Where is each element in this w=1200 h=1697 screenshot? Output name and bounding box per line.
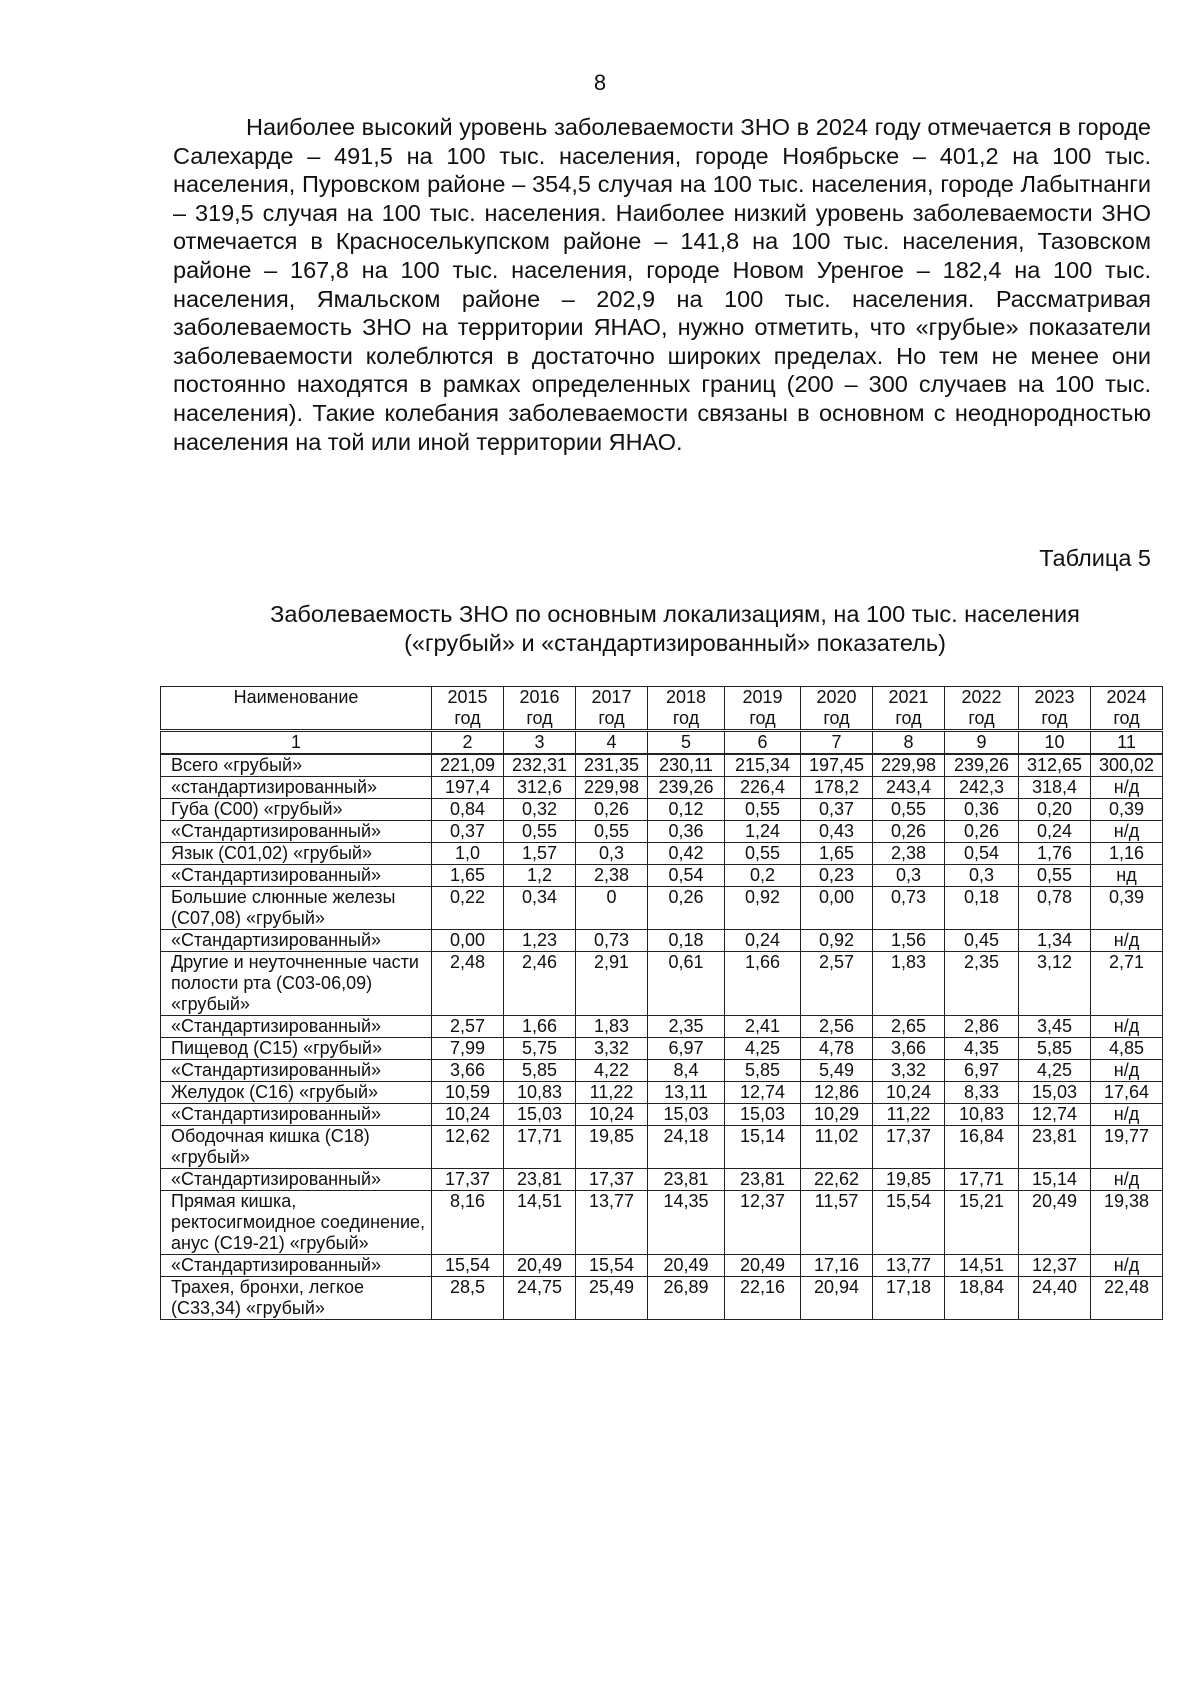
- value-cell: н/д: [1091, 1016, 1163, 1038]
- value-cell: 24,75: [504, 1277, 576, 1320]
- row-name-cell: Прямая кишка, ректосигмоидное соединение, анус (С19-21) «грубый»: [161, 1191, 432, 1255]
- row-name-cell: «Стандартизированный»: [161, 821, 432, 843]
- value-cell: 0,55: [725, 799, 801, 821]
- table-row: [161, 754, 1163, 777]
- value-cell: 0: [576, 887, 648, 930]
- table-header-row: [161, 687, 1163, 731]
- value-cell: 0,23: [801, 865, 873, 887]
- table-row: [161, 1016, 1163, 1038]
- value-cell: 0,73: [873, 887, 945, 930]
- value-cell: н/д: [1091, 1060, 1163, 1082]
- row-name-cell: Пищевод (С15) «грубый»: [161, 1038, 432, 1060]
- value-cell: 15,54: [576, 1255, 648, 1277]
- value-cell: 11,22: [576, 1082, 648, 1104]
- value-cell: 15,03: [1019, 1082, 1091, 1104]
- value-cell: 1,83: [576, 1016, 648, 1038]
- value-cell: 0,18: [648, 930, 725, 952]
- row-name-cell: Другие и неуточненные части полости рта (С03-06,09) «грубый»: [161, 952, 432, 1016]
- header-year-cell: 2020 год: [801, 687, 873, 731]
- value-cell: 23,81: [1019, 1126, 1091, 1169]
- value-cell: 12,74: [725, 1082, 801, 1104]
- value-cell: 10,83: [945, 1104, 1019, 1126]
- value-cell: 2,57: [432, 1016, 504, 1038]
- value-cell: 17,37: [873, 1126, 945, 1169]
- value-cell: н/д: [1091, 1255, 1163, 1277]
- value-cell: 1,56: [873, 930, 945, 952]
- header-year-cell: 2015 год: [432, 687, 504, 731]
- table-row: [161, 1126, 1163, 1169]
- value-cell: 5,85: [504, 1060, 576, 1082]
- column-number-cell: 4: [576, 731, 648, 755]
- value-cell: 0,22: [432, 887, 504, 930]
- value-cell: 17,37: [576, 1169, 648, 1191]
- value-cell: 2,65: [873, 1016, 945, 1038]
- value-cell: 10,24: [432, 1104, 504, 1126]
- value-cell: 14,51: [504, 1191, 576, 1255]
- value-cell: 0,32: [504, 799, 576, 821]
- column-number-cell: 5: [648, 731, 725, 755]
- value-cell: 312,65: [1019, 754, 1091, 777]
- value-cell: 239,26: [648, 777, 725, 799]
- value-cell: 2,56: [801, 1016, 873, 1038]
- value-cell: 230,11: [648, 754, 725, 777]
- value-cell: 14,51: [945, 1255, 1019, 1277]
- value-cell: 226,4: [725, 777, 801, 799]
- value-cell: 12,62: [432, 1126, 504, 1169]
- value-cell: 5,75: [504, 1038, 576, 1060]
- value-cell: 2,46: [504, 952, 576, 1016]
- value-cell: 312,6: [504, 777, 576, 799]
- value-cell: 22,16: [725, 1277, 801, 1320]
- table-row: [161, 1038, 1163, 1060]
- value-cell: 0,55: [725, 843, 801, 865]
- value-cell: 7,99: [432, 1038, 504, 1060]
- value-cell: 0,3: [576, 843, 648, 865]
- value-cell: 2,86: [945, 1016, 1019, 1038]
- value-cell: 2,38: [576, 865, 648, 887]
- value-cell: 5,85: [1019, 1038, 1091, 1060]
- value-cell: 15,14: [1019, 1169, 1091, 1191]
- value-cell: н/д: [1091, 777, 1163, 799]
- value-cell: н/д: [1091, 1104, 1163, 1126]
- value-cell: 2,57: [801, 952, 873, 1016]
- value-cell: 0,37: [801, 799, 873, 821]
- value-cell: 2,41: [725, 1016, 801, 1038]
- value-cell: 16,84: [945, 1126, 1019, 1169]
- table-row: [161, 777, 1163, 799]
- table-caption: [200, 600, 1150, 658]
- value-cell: 178,2: [801, 777, 873, 799]
- value-cell: 25,49: [576, 1277, 648, 1320]
- table-numbering-row: [161, 731, 1163, 755]
- value-cell: 1,76: [1019, 843, 1091, 865]
- header-year-cell: 2024 год: [1091, 687, 1163, 731]
- row-name-cell: «Стандартизированный»: [161, 865, 432, 887]
- value-cell: 3,66: [432, 1060, 504, 1082]
- value-cell: 0,2: [725, 865, 801, 887]
- value-cell: 17,37: [432, 1169, 504, 1191]
- value-cell: 20,49: [504, 1255, 576, 1277]
- table-row: [161, 930, 1163, 952]
- value-cell: 2,48: [432, 952, 504, 1016]
- value-cell: 3,32: [576, 1038, 648, 1060]
- value-cell: 10,59: [432, 1082, 504, 1104]
- value-cell: 1,23: [504, 930, 576, 952]
- value-cell: 0,92: [801, 930, 873, 952]
- value-cell: 0,00: [801, 887, 873, 930]
- value-cell: 3,32: [873, 1060, 945, 1082]
- value-cell: 18,84: [945, 1277, 1019, 1320]
- value-cell: 0,39: [1091, 887, 1163, 930]
- value-cell: 19,38: [1091, 1191, 1163, 1255]
- header-year-cell: 2019 год: [725, 687, 801, 731]
- value-cell: 15,03: [504, 1104, 576, 1126]
- value-cell: 15,03: [648, 1104, 725, 1126]
- value-cell: 4,78: [801, 1038, 873, 1060]
- column-number-cell: 11: [1091, 731, 1163, 755]
- value-cell: 10,24: [576, 1104, 648, 1126]
- value-cell: 1,57: [504, 843, 576, 865]
- table-caption-line-2: («грубый» и «стандартизированный» показатель): [404, 630, 946, 656]
- table-row: [161, 865, 1163, 887]
- value-cell: 5,49: [801, 1060, 873, 1082]
- value-cell: 2,71: [1091, 952, 1163, 1016]
- value-cell: 1,34: [1019, 930, 1091, 952]
- value-cell: 0,26: [945, 821, 1019, 843]
- value-cell: 0,55: [1019, 865, 1091, 887]
- value-cell: 10,24: [873, 1082, 945, 1104]
- body-paragraph: Наиболее высокий уровень заболеваемости ЗНО в 2024 году отмечается в городе Салехарде – 491,5 на 100 тыс. населения, городе Ноябрьске – 401,2 на 100 тыс. населения, Пуровском районе – 354,5 случая на 100 тыс. населения, городе Лабытнанги – 319,5 случая на 100 тыс. населения. Наиболее низкий уровень заболеваемости ЗНО отмечается в Красноселькупском районе – 141,8 на 100 тыс. населения, Тазовском районе – 167,8 на 100 тыс. населения, городе Новом Уренгое – 182,4 на 100 тыс. населения, Ямальском районе – 202,9 на 100 тыс. населения. Рассматривая заболеваемость ЗНО на территории ЯНАО, нужно отметить, что «грубые» показатели заболеваемости колеблются в достаточно широких пределах. Но тем не менее они постоянно находятся в рамках определенных границ (200 – 300 случаев на 100 тыс. населения). Такие колебания заболеваемости связаны в основном с неоднородностью населения на той или иной территории ЯНАО.: [173, 114, 1151, 455]
- value-cell: 4,35: [945, 1038, 1019, 1060]
- value-cell: 0,26: [576, 799, 648, 821]
- header-year-cell: 2023 год: [1019, 687, 1091, 731]
- value-cell: 300,02: [1091, 754, 1163, 777]
- value-cell: 22,48: [1091, 1277, 1163, 1320]
- value-cell: 28,5: [432, 1277, 504, 1320]
- value-cell: 13,77: [873, 1255, 945, 1277]
- value-cell: 0,73: [576, 930, 648, 952]
- table-row: [161, 1060, 1163, 1082]
- value-cell: 0,3: [945, 865, 1019, 887]
- value-cell: 3,12: [1019, 952, 1091, 1016]
- value-cell: 15,03: [725, 1104, 801, 1126]
- table-row: [161, 1082, 1163, 1104]
- value-cell: 23,81: [504, 1169, 576, 1191]
- value-cell: 0,12: [648, 799, 725, 821]
- row-name-cell: «Стандартизированный»: [161, 930, 432, 952]
- value-cell: 24,40: [1019, 1277, 1091, 1320]
- row-name-cell: «Стандартизированный»: [161, 1169, 432, 1191]
- value-cell: 0,24: [1019, 821, 1091, 843]
- table-row: [161, 1277, 1163, 1320]
- value-cell: 22,62: [801, 1169, 873, 1191]
- value-cell: 6,97: [648, 1038, 725, 1060]
- row-name-cell: Язык (С01,02) «грубый»: [161, 843, 432, 865]
- value-cell: н/д: [1091, 930, 1163, 952]
- column-number-cell: 2: [432, 731, 504, 755]
- value-cell: 0,78: [1019, 887, 1091, 930]
- value-cell: 1,2: [504, 865, 576, 887]
- value-cell: 11,02: [801, 1126, 873, 1169]
- value-cell: 19,85: [576, 1126, 648, 1169]
- value-cell: 1,0: [432, 843, 504, 865]
- column-number-cell: 8: [873, 731, 945, 755]
- value-cell: 0,61: [648, 952, 725, 1016]
- value-cell: 15,54: [432, 1255, 504, 1277]
- value-cell: 4,22: [576, 1060, 648, 1082]
- value-cell: 0,54: [945, 843, 1019, 865]
- value-cell: 0,84: [432, 799, 504, 821]
- value-cell: 0,37: [432, 821, 504, 843]
- value-cell: 0,3: [873, 865, 945, 887]
- row-name-cell: Трахея, бронхи, легкое (С33,34) «грубый»: [161, 1277, 432, 1320]
- value-cell: 20,49: [725, 1255, 801, 1277]
- value-cell: 229,98: [576, 777, 648, 799]
- row-name-cell: «Стандартизированный»: [161, 1255, 432, 1277]
- value-cell: 23,81: [648, 1169, 725, 1191]
- column-number-cell: 7: [801, 731, 873, 755]
- value-cell: 20,49: [1019, 1191, 1091, 1255]
- table-row: [161, 821, 1163, 843]
- value-cell: 0,55: [576, 821, 648, 843]
- value-cell: 4,25: [1019, 1060, 1091, 1082]
- value-cell: 8,16: [432, 1191, 504, 1255]
- value-cell: 15,21: [945, 1191, 1019, 1255]
- value-cell: 17,18: [873, 1277, 945, 1320]
- row-name-cell: Всего «грубый»: [161, 754, 432, 777]
- header-name-cell: Наименование: [161, 687, 432, 731]
- value-cell: 0,36: [945, 799, 1019, 821]
- value-cell: 1,65: [801, 843, 873, 865]
- value-cell: 1,66: [504, 1016, 576, 1038]
- value-cell: 0,34: [504, 887, 576, 930]
- value-cell: 17,16: [801, 1255, 873, 1277]
- value-cell: 4,85: [1091, 1038, 1163, 1060]
- value-cell: 1,24: [725, 821, 801, 843]
- value-cell: 17,64: [1091, 1082, 1163, 1104]
- row-name-cell: Большие слюнные железы (С07,08) «грубый»: [161, 887, 432, 930]
- column-number-cell: 9: [945, 731, 1019, 755]
- value-cell: 229,98: [873, 754, 945, 777]
- value-cell: 17,71: [504, 1126, 576, 1169]
- row-name-cell: «Стандартизированный»: [161, 1060, 432, 1082]
- value-cell: 0,00: [432, 930, 504, 952]
- value-cell: 3,45: [1019, 1016, 1091, 1038]
- value-cell: 12,86: [801, 1082, 873, 1104]
- value-cell: 13,77: [576, 1191, 648, 1255]
- page-number: 8: [593, 70, 607, 95]
- row-name-cell: «стандартизированный»: [161, 777, 432, 799]
- header-year-cell: 2017 год: [576, 687, 648, 731]
- value-cell: 23,81: [725, 1169, 801, 1191]
- value-cell: нд: [1091, 865, 1163, 887]
- value-cell: 221,09: [432, 754, 504, 777]
- table-row: [161, 1191, 1163, 1255]
- value-cell: 11,57: [801, 1191, 873, 1255]
- table-row: [161, 1104, 1163, 1126]
- value-cell: 0,92: [725, 887, 801, 930]
- header-year-cell: 2018 год: [648, 687, 725, 731]
- value-cell: 8,4: [648, 1060, 725, 1082]
- value-cell: 215,34: [725, 754, 801, 777]
- row-name-cell: Губа (С00) «грубый»: [161, 799, 432, 821]
- value-cell: 6,97: [945, 1060, 1019, 1082]
- value-cell: 10,29: [801, 1104, 873, 1126]
- value-cell: 242,3: [945, 777, 1019, 799]
- value-cell: н/д: [1091, 821, 1163, 843]
- header-year-cell: 2022 год: [945, 687, 1019, 731]
- column-number-cell: 10: [1019, 731, 1091, 755]
- row-name-cell: «Стандартизированный»: [161, 1104, 432, 1126]
- value-cell: 1,65: [432, 865, 504, 887]
- table-row: [161, 952, 1163, 1016]
- header-year-cell: 2016 год: [504, 687, 576, 731]
- value-cell: 0,36: [648, 821, 725, 843]
- value-cell: 1,83: [873, 952, 945, 1016]
- value-cell: н/д: [1091, 1169, 1163, 1191]
- value-cell: 2,91: [576, 952, 648, 1016]
- value-cell: 3,66: [873, 1038, 945, 1060]
- value-cell: 15,14: [725, 1126, 801, 1169]
- value-cell: 0,55: [504, 821, 576, 843]
- value-cell: 239,26: [945, 754, 1019, 777]
- value-cell: 4,25: [725, 1038, 801, 1060]
- value-cell: 26,89: [648, 1277, 725, 1320]
- value-cell: 12,74: [1019, 1104, 1091, 1126]
- value-cell: 11,22: [873, 1104, 945, 1126]
- value-cell: 1,16: [1091, 843, 1163, 865]
- column-number-cell: 6: [725, 731, 801, 755]
- value-cell: 12,37: [1019, 1255, 1091, 1277]
- value-cell: 13,11: [648, 1082, 725, 1104]
- value-cell: 0,55: [873, 799, 945, 821]
- value-cell: 243,4: [873, 777, 945, 799]
- table-row: [161, 1255, 1163, 1277]
- value-cell: 0,26: [873, 821, 945, 843]
- value-cell: 2,38: [873, 843, 945, 865]
- value-cell: 0,54: [648, 865, 725, 887]
- column-number-cell: 1: [161, 731, 432, 755]
- table-row: [161, 799, 1163, 821]
- value-cell: 15,54: [873, 1191, 945, 1255]
- value-cell: 232,31: [504, 754, 576, 777]
- value-cell: 231,35: [576, 754, 648, 777]
- row-name-cell: Ободочная кишка (С18) «грубый»: [161, 1126, 432, 1169]
- incidence-table: [160, 686, 1163, 1320]
- value-cell: 19,85: [873, 1169, 945, 1191]
- row-name-cell: «Стандартизированный»: [161, 1016, 432, 1038]
- value-cell: 2,35: [648, 1016, 725, 1038]
- value-cell: 197,4: [432, 777, 504, 799]
- value-cell: 2,35: [945, 952, 1019, 1016]
- table-row: [161, 1169, 1163, 1191]
- header-year-cell: 2021 год: [873, 687, 945, 731]
- column-number-cell: 3: [504, 731, 576, 755]
- table-caption-line-1: Заболеваемость ЗНО по основным локализациям, на 100 тыс. населения: [270, 601, 1080, 627]
- value-cell: 14,35: [648, 1191, 725, 1255]
- value-cell: 0,42: [648, 843, 725, 865]
- value-cell: 12,37: [725, 1191, 801, 1255]
- value-cell: 20,94: [801, 1277, 873, 1320]
- table-row: [161, 843, 1163, 865]
- value-cell: 24,18: [648, 1126, 725, 1169]
- value-cell: 0,45: [945, 930, 1019, 952]
- table-label: Таблица 5: [1039, 545, 1151, 571]
- value-cell: 19,77: [1091, 1126, 1163, 1169]
- value-cell: 0,43: [801, 821, 873, 843]
- value-cell: 197,45: [801, 754, 873, 777]
- value-cell: 8,33: [945, 1082, 1019, 1104]
- value-cell: 0,18: [945, 887, 1019, 930]
- value-cell: 0,26: [648, 887, 725, 930]
- value-cell: 318,4: [1019, 777, 1091, 799]
- value-cell: 0,39: [1091, 799, 1163, 821]
- table-row: [161, 887, 1163, 930]
- value-cell: 5,85: [725, 1060, 801, 1082]
- value-cell: 17,71: [945, 1169, 1019, 1191]
- value-cell: 0,20: [1019, 799, 1091, 821]
- row-name-cell: Желудок (С16) «грубый»: [161, 1082, 432, 1104]
- value-cell: 20,49: [648, 1255, 725, 1277]
- value-cell: 0,24: [725, 930, 801, 952]
- value-cell: 10,83: [504, 1082, 576, 1104]
- value-cell: 1,66: [725, 952, 801, 1016]
